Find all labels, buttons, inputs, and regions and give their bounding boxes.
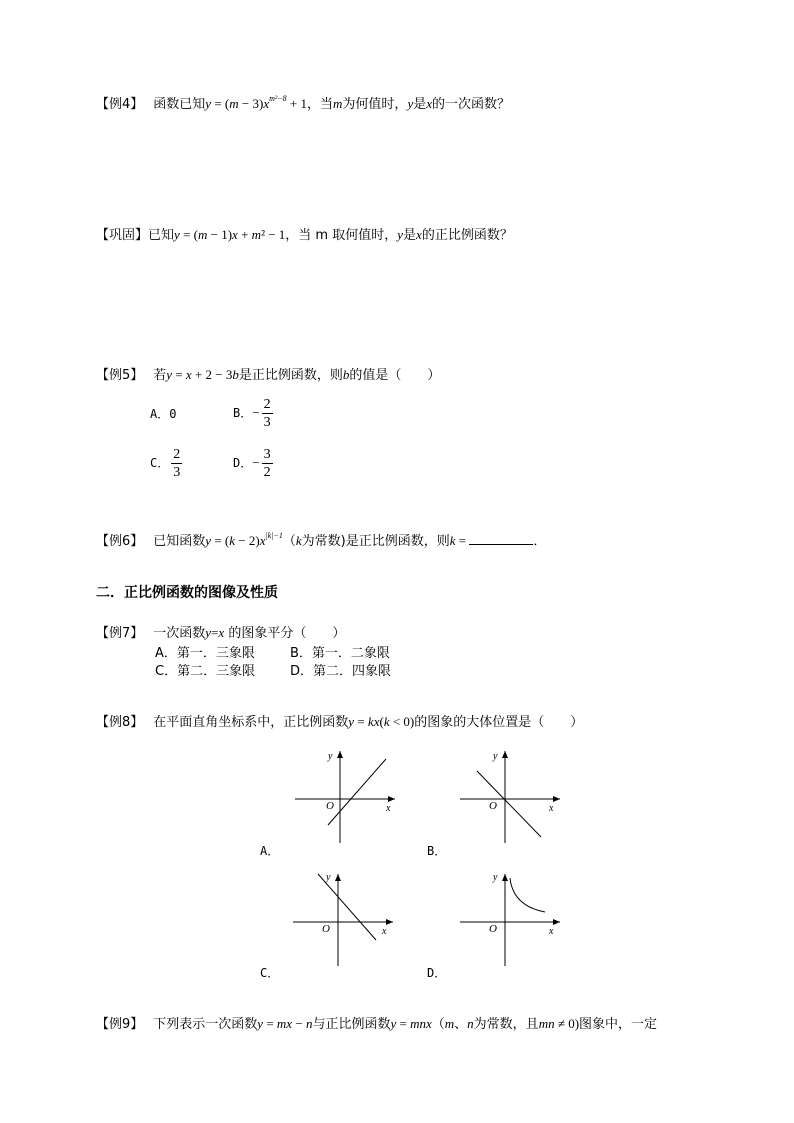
graph-c-label: C． xyxy=(260,966,280,980)
graph-b-label: B． xyxy=(427,844,447,858)
fraction: $\frac{2}{3}$ xyxy=(263,397,271,430)
graph-c xyxy=(288,868,398,968)
graph-d-label: D． xyxy=(427,966,447,980)
consolidation-exercise: 【巩固】已知y = (m − 1)x + m² − 1，当 m 取何值时，y是x的正比例函数？ xyxy=(96,227,513,243)
y-axis-label: y xyxy=(328,751,333,762)
y-axis-label: y xyxy=(493,751,498,762)
x-axis-label: x xyxy=(382,926,387,937)
example-tag: 【例8】 xyxy=(96,715,144,730)
option-c: C．第二．三象限 xyxy=(155,664,256,679)
option-c: C． $\frac{2}{3}$ xyxy=(150,447,181,480)
example-tag: 【例7】 xyxy=(96,626,144,641)
function-curve xyxy=(510,878,545,912)
fraction: $\frac{2}{3}$ xyxy=(173,447,181,480)
x-axis-label: x xyxy=(386,803,391,814)
example-tag: 【例6】 xyxy=(96,534,144,549)
x-axis-label: x xyxy=(549,803,554,814)
origin-label: O xyxy=(489,800,497,812)
option-b: B．− $\frac{2}{3}$ xyxy=(233,397,271,430)
option-d: D．第二．四象限 xyxy=(290,664,392,679)
origin-label: O xyxy=(322,923,330,935)
option-d: D．− $\frac{3}{2}$ xyxy=(233,447,271,480)
graph-a xyxy=(290,745,400,845)
example-tag: 【巩固】 xyxy=(96,228,149,243)
graph-a-label: A． xyxy=(260,844,280,858)
section-heading: 二．正比例函数的图像及性质 xyxy=(96,585,278,601)
answer-blank xyxy=(469,531,533,545)
graph-d xyxy=(455,868,565,968)
example-4: 【例4】 函数已知$y = (m - 3)x^{m^2-8} + 1$，当m为何值时，y是x的一次函数？ xyxy=(96,94,511,112)
function-line xyxy=(328,759,386,825)
example-7: 【例7】 一次函数y=x 的图象平分（ ） xyxy=(96,625,346,641)
origin-label: O xyxy=(489,923,497,935)
example-tag: 【例5】 xyxy=(96,368,144,383)
origin-label: O xyxy=(326,800,334,812)
example-tag: 【例4】 xyxy=(96,97,144,112)
graph-b xyxy=(455,745,565,845)
exponent: m²−8 xyxy=(269,94,287,103)
y-axis-label: y xyxy=(493,872,498,883)
function-line xyxy=(477,771,541,837)
x-axis-label: x xyxy=(549,926,554,937)
fraction: $\frac{3}{2}$ xyxy=(263,447,271,480)
exponent: |k|−1 xyxy=(265,531,283,540)
y-axis-label: y xyxy=(326,872,331,883)
example-9: 【例9】 下列表示一次函数y = mx − n与正比例函数y = mnx（m、n为常数，且mn ≠ 0)图象中，一定 xyxy=(96,1016,658,1032)
option-b: B．第一．二象限 xyxy=(290,646,390,661)
option-a: A．第一．三象限 xyxy=(155,646,255,661)
example-8: 【例8】 在平面直角坐标系中，正比例函数y = kx(k < 0)的图象的大体位置是（ ） xyxy=(96,714,584,730)
example-tag: 【例9】 xyxy=(96,1017,144,1032)
example-6: 【例6】 已知函数$y = (k - 2)x^{|k|-1}(k$为常数)是正比例函数，则k = ． xyxy=(96,531,547,549)
example-5: 【例5】 若y = x + 2 − 3b是正比例函数，则b的值是（ ） xyxy=(96,367,441,383)
option-a: A．0 xyxy=(150,407,177,421)
